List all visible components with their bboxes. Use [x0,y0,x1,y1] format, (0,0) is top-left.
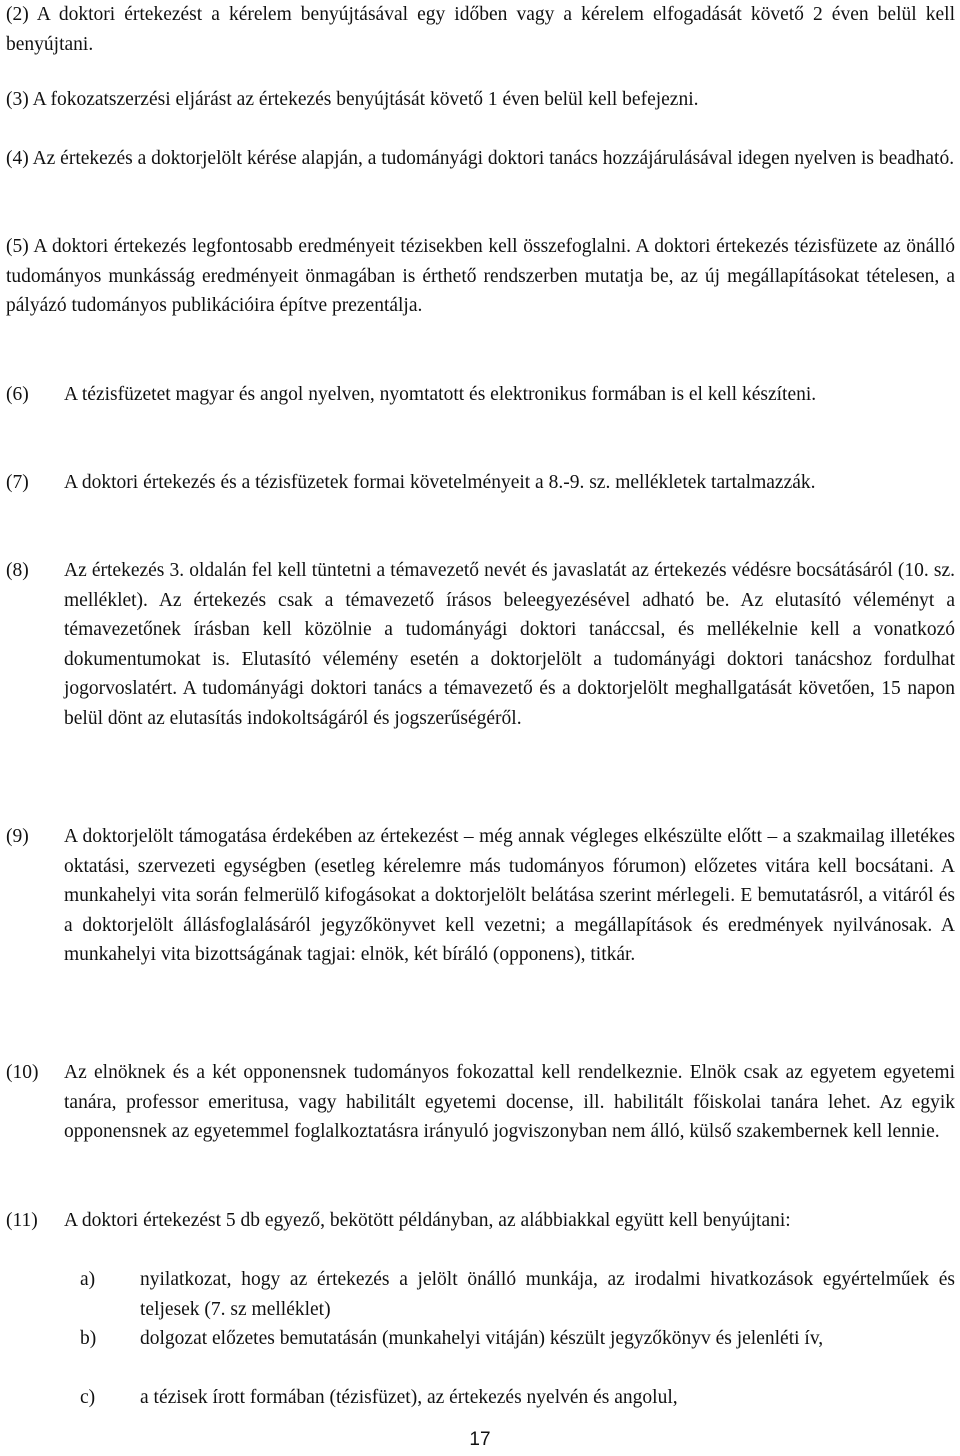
list-letter: b) [80,1328,97,1349]
paragraph-text: (4) Az értekezés a doktorjelölt kérése alapján, a tudományági doktori tanács hozzájárulásával idegen nyelven is beadható. [6,148,955,169]
paragraph-9 [0,822,960,1058]
paragraph-10 [0,1058,960,1176]
paragraph-text: A doktorjelölt támogatása érdekében az értekezést – még annak végleges elkészülte előtt – a szakmailag illetékes oktatási, szervezeti egységben (esetleg kérelemre más tudományos fórumon) előzetes vitára kell bocsátani. A munkahelyi vita során felmerülő kifogásokat a doktorjelölt belátása szerint mérlegeli. E bemutatásról, a vitáról és a doktorjelölt állásfoglalásáról jegyzőkönyvet kell vezetni; a megállapítások és eredmények nyilvánosak. A munkahelyi vita bizottságának tagjai: elnök, két bíráló (opponens), titkár. [64,826,955,965]
list-text: dolgozat előzetes bemutatásán (munkahelyi vitáján) készült jegyzőkönyv és jelenléti ív, [140,1328,824,1349]
list-text: a tézisek írott formában (tézisfüzet), az értekezés nyelvén és angolul, [140,1387,678,1408]
paragraph-text: (2) A doktori értekezést a kérelem benyújtásával egy időben vagy a kérelem elfogadását követő 2 éven belül kell benyújtani. [6,4,955,55]
list-item-a [0,1265,960,1324]
paragraph-text: A tézisfüzetet magyar és angol nyelven, nyomtatott és elektronikus formában is el kell készíteni. [64,384,817,405]
paragraph-number: (2) [6,4,29,25]
paragraph-number: (3) [6,89,29,110]
paragraph-number: (5) [6,236,29,257]
paragraph-number: (9) [6,826,29,847]
page-number: 17 [469,1429,491,1450]
list-letter: c) [80,1387,96,1408]
paragraph-6 [0,380,960,439]
paragraph-number: (7) [6,472,29,493]
paragraph-3 [0,85,960,115]
paragraph-number: (10) [6,1062,39,1083]
paragraph-text: (5) A doktori értekezés legfontosabb eredményeit tézisekben kell összefoglalni. A doktori értekezés tézisfüzete az önálló tudományos munkásság eredményeit önmagában is érthető rendszerben mutatja be, az új megállapításokat tételesen, a pályázó tudományos publikációira építve prezentálja. [6,236,955,316]
paragraph-text: A doktori értekezés és a tézisfüzetek formai követelményeit a 8.-9. sz. mellékletek tartalmazzák. [64,472,816,493]
paragraph-2 [0,0,960,59]
list-text: nyilatkozat, hogy az értekezés a jelölt önálló munkája, az irodalmi hivatkozások egyértelműek és teljesek (7. sz melléklet) [140,1269,955,1320]
list-item-c [0,1383,960,1413]
paragraph-text: Az értekezés 3. oldalán fel kell tüntetni a témavezető nevét és javaslatát az értekezés védésre bocsátásáról (10. sz. melléklet). Az értekezés csak a témavezető írásos beleegyezésével adható be. Az elutasító véleményt a témavezetőnek írásban kell közölnie a tudományági doktori tanáccsal, és mellékelnie kell a vonatkozó dokumentumokat is. Elutasító vélemény esetén a doktorjelölt a tudományági doktori tanácshoz fordulhat jogorvoslatért. A tudományági doktori tanács a témavezető és a doktorjelölt meghallgatását követően, 15 napon belül dönt az elutasítás indokoltságáról és jogszerűségéről. [64,560,955,729]
paragraph-text: A doktori értekezést 5 db egyező, bekötött példányban, az alábbiakkal együtt kell benyújtani: [64,1210,791,1231]
paragraph-number: (8) [6,560,29,581]
paragraph-text: Az elnöknek és a két opponensnek tudományos fokozattal kell rendelkeznie. Elnök csak az egyetem egyetemi tanára, professor emeritusa, vagy habilitált egyetemi docense, ill. habilitált főiskolai tanára lehet. Az egyik opponensnek az egyetemmel foglalkoztatásra irányuló jogviszonyban nem álló, külső szakembernek kell lennie. [64,1062,955,1142]
paragraph-number: (6) [6,384,29,405]
paragraph-5 [0,232,960,350]
paragraph-7 [0,468,960,527]
list-item-b [0,1324,960,1383]
list-letter: a) [80,1269,96,1290]
paragraph-text: (3) A fokozatszerzési eljárást az értekezés benyújtását követő 1 éven belül kell befejezni. [6,89,699,110]
paragraph-number: (11) [6,1210,38,1231]
paragraph-11 [0,1206,960,1265]
paragraph-8 [0,556,960,792]
paragraph-number: (4) [6,148,29,169]
paragraph-4 [0,144,960,203]
